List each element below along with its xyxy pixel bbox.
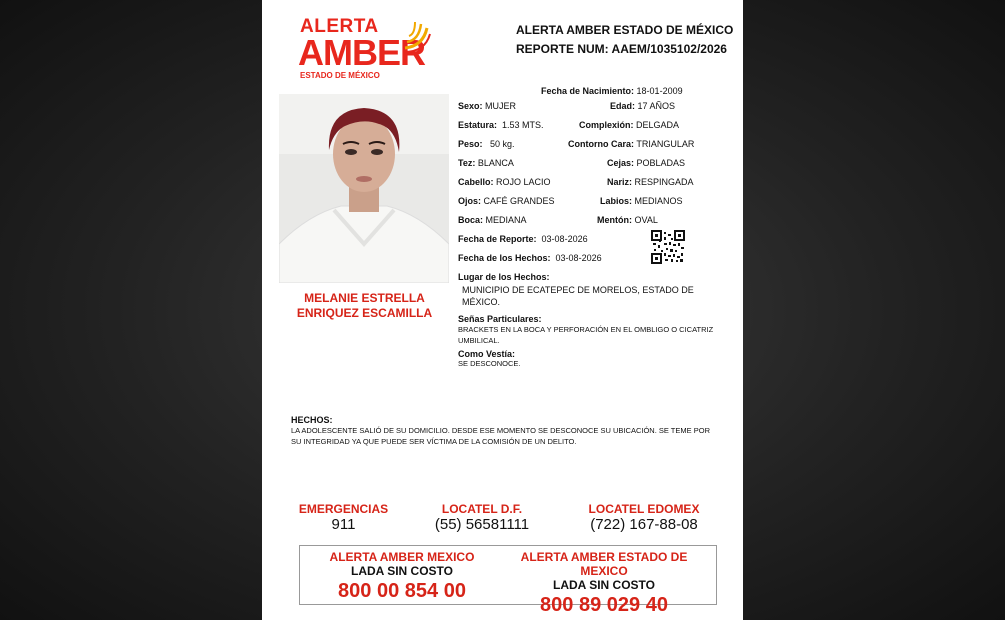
person-name-line2: ENRIQUEZ ESCAMILLA [296,306,433,320]
contact-title: LOCATEL EDOMEX [588,502,700,516]
build-value: DELGADA [636,120,680,130]
place-line2: MÉXICO. [462,297,501,307]
contact-locatel-edomex [574,502,714,533]
contact-locatel-df [422,502,542,533]
nose-value: RESPINGADA [634,177,694,187]
person-name-line1: MELANIE ESTRELLA [304,291,425,305]
hair-value: ROJO LACIO [496,177,551,187]
weight [458,139,515,149]
report-date [458,234,588,244]
lips [600,196,683,206]
hotline-box [299,545,717,616]
height [458,120,544,130]
marks-label: Señas Particulares: [458,314,542,324]
missing-person-photo [279,94,449,283]
hotline-title: ALERTA AMBER MEXICO [329,550,475,564]
height-label: Estatura: [458,120,498,130]
nose-label: Nariz: [607,177,633,187]
contact-emergencias [292,502,395,533]
weight-label: Peso: [458,139,483,149]
age-label: Edad: [610,101,636,111]
event-date [458,253,602,263]
birth-date-value: 18-01-2009 [636,86,683,96]
sex-label: Sexo: [458,101,483,111]
hair [458,177,551,187]
face-shape [568,139,694,149]
place-label: Lugar de los Hechos: [458,272,550,282]
report-date-value: 03-08-2026 [541,234,588,244]
face-shape-value: TRIANGULAR [636,139,695,149]
skin-value: BLANCA [477,158,514,168]
report-number: REPORTE NUM: AAEM/1035102/2026 [516,42,727,56]
build-label: Complexión: [579,120,634,130]
contact-number[interactable]: (722) 167-88-08 [590,516,698,533]
hotline-number[interactable]: 800 00 854 00 [338,580,466,602]
mouth [458,215,527,225]
hair-label: Cabello: [458,177,494,187]
weight-value: 50 kg. [490,139,515,149]
contact-title: LOCATEL D.F. [441,502,523,516]
amber-alert-sheet [262,0,743,620]
contact-number[interactable]: (55) 56581111 [434,516,530,533]
contact-title: EMERGENCIAS [298,502,389,516]
eyes-label: Ojos: [458,196,482,206]
sex [458,101,516,111]
brows-value: POBLADAS [636,158,686,168]
nose [607,177,694,187]
facts-label: HECHOS: [291,415,333,425]
height-value: 1.53 MTS. [502,120,544,130]
hotline-mexico [312,550,492,603]
report-date-label: Fecha de Reporte: [458,234,537,244]
age-value: 17 AÑOS [637,101,676,111]
facts-line1: LA ADOLESCENTE SALIÓ DE SU DOMICILIO. DESDE ESE MOMENTO SE DESCONOCE SU UBICACIÓN. SE TEME POR [291,426,710,435]
logo-text-amber: AMBER [298,32,425,73]
chin [597,215,658,225]
contact-number[interactable]: 911 [331,516,356,533]
marks-line1: BRACKETS EN LA BOCA Y PERFORACIÓN EN EL OMBLIGO O CICATRIZ [458,325,714,334]
lips-value: MEDIANOS [634,196,683,206]
facts-line2: SU INTEGRIDAD YA QUE PUEDE SER VÍCTIMA DE LA COMISIÓN DE UN DELITO. [291,437,577,446]
age [610,101,675,111]
birth-date-label: Fecha de Nacimiento: [541,86,635,96]
logo-text-alerta: ALERTA [300,16,379,37]
mouth-label: Boca: [458,215,484,225]
brows [607,158,685,168]
skin-label: Tez: [458,158,476,168]
face-shape-label: Contorno Cara: [568,139,634,149]
lips-label: Labios: [600,196,633,206]
place-line1: MUNICIPIO DE ECATEPEC DE MORELOS, ESTADO DE [462,285,694,295]
eyes [458,196,555,206]
alerta-amber-logo [296,16,426,82]
sun-icon [403,18,431,54]
chin-value: OVAL [634,215,658,225]
eyes-value: CAFÉ GRANDES [483,196,555,206]
header-title: ALERTA AMBER ESTADO DE MÉXICO [516,23,734,37]
brows-label: Cejas: [607,158,635,168]
hotline-subtitle: LADA SIN COSTO [350,564,453,578]
event-date-label: Fecha de los Hechos: [458,253,551,263]
qr-code-icon [651,230,685,264]
hotline-subtitle: LADA SIN COSTO [552,578,655,592]
sex-value: MUJER [485,101,517,111]
skin [458,158,514,168]
hotline-number[interactable]: 800 89 029 40 [540,594,668,616]
clothes-label: Como Vestía: [458,349,516,359]
hotline-title: ALERTA AMBER ESTADO DE MEXICO [520,550,688,578]
marks-line2: UMBILICAL. [458,336,500,345]
hotline-estado-mexico [498,550,710,617]
birth-date [541,86,683,96]
chin-label: Mentón: [597,215,632,225]
clothes-value: SE DESCONOCE. [458,359,521,368]
event-date-value: 03-08-2026 [555,253,602,263]
mouth-value: MEDIANA [485,215,527,225]
build [579,120,679,130]
logo-text-estado: ESTADO DE MÉXICO [300,71,380,80]
